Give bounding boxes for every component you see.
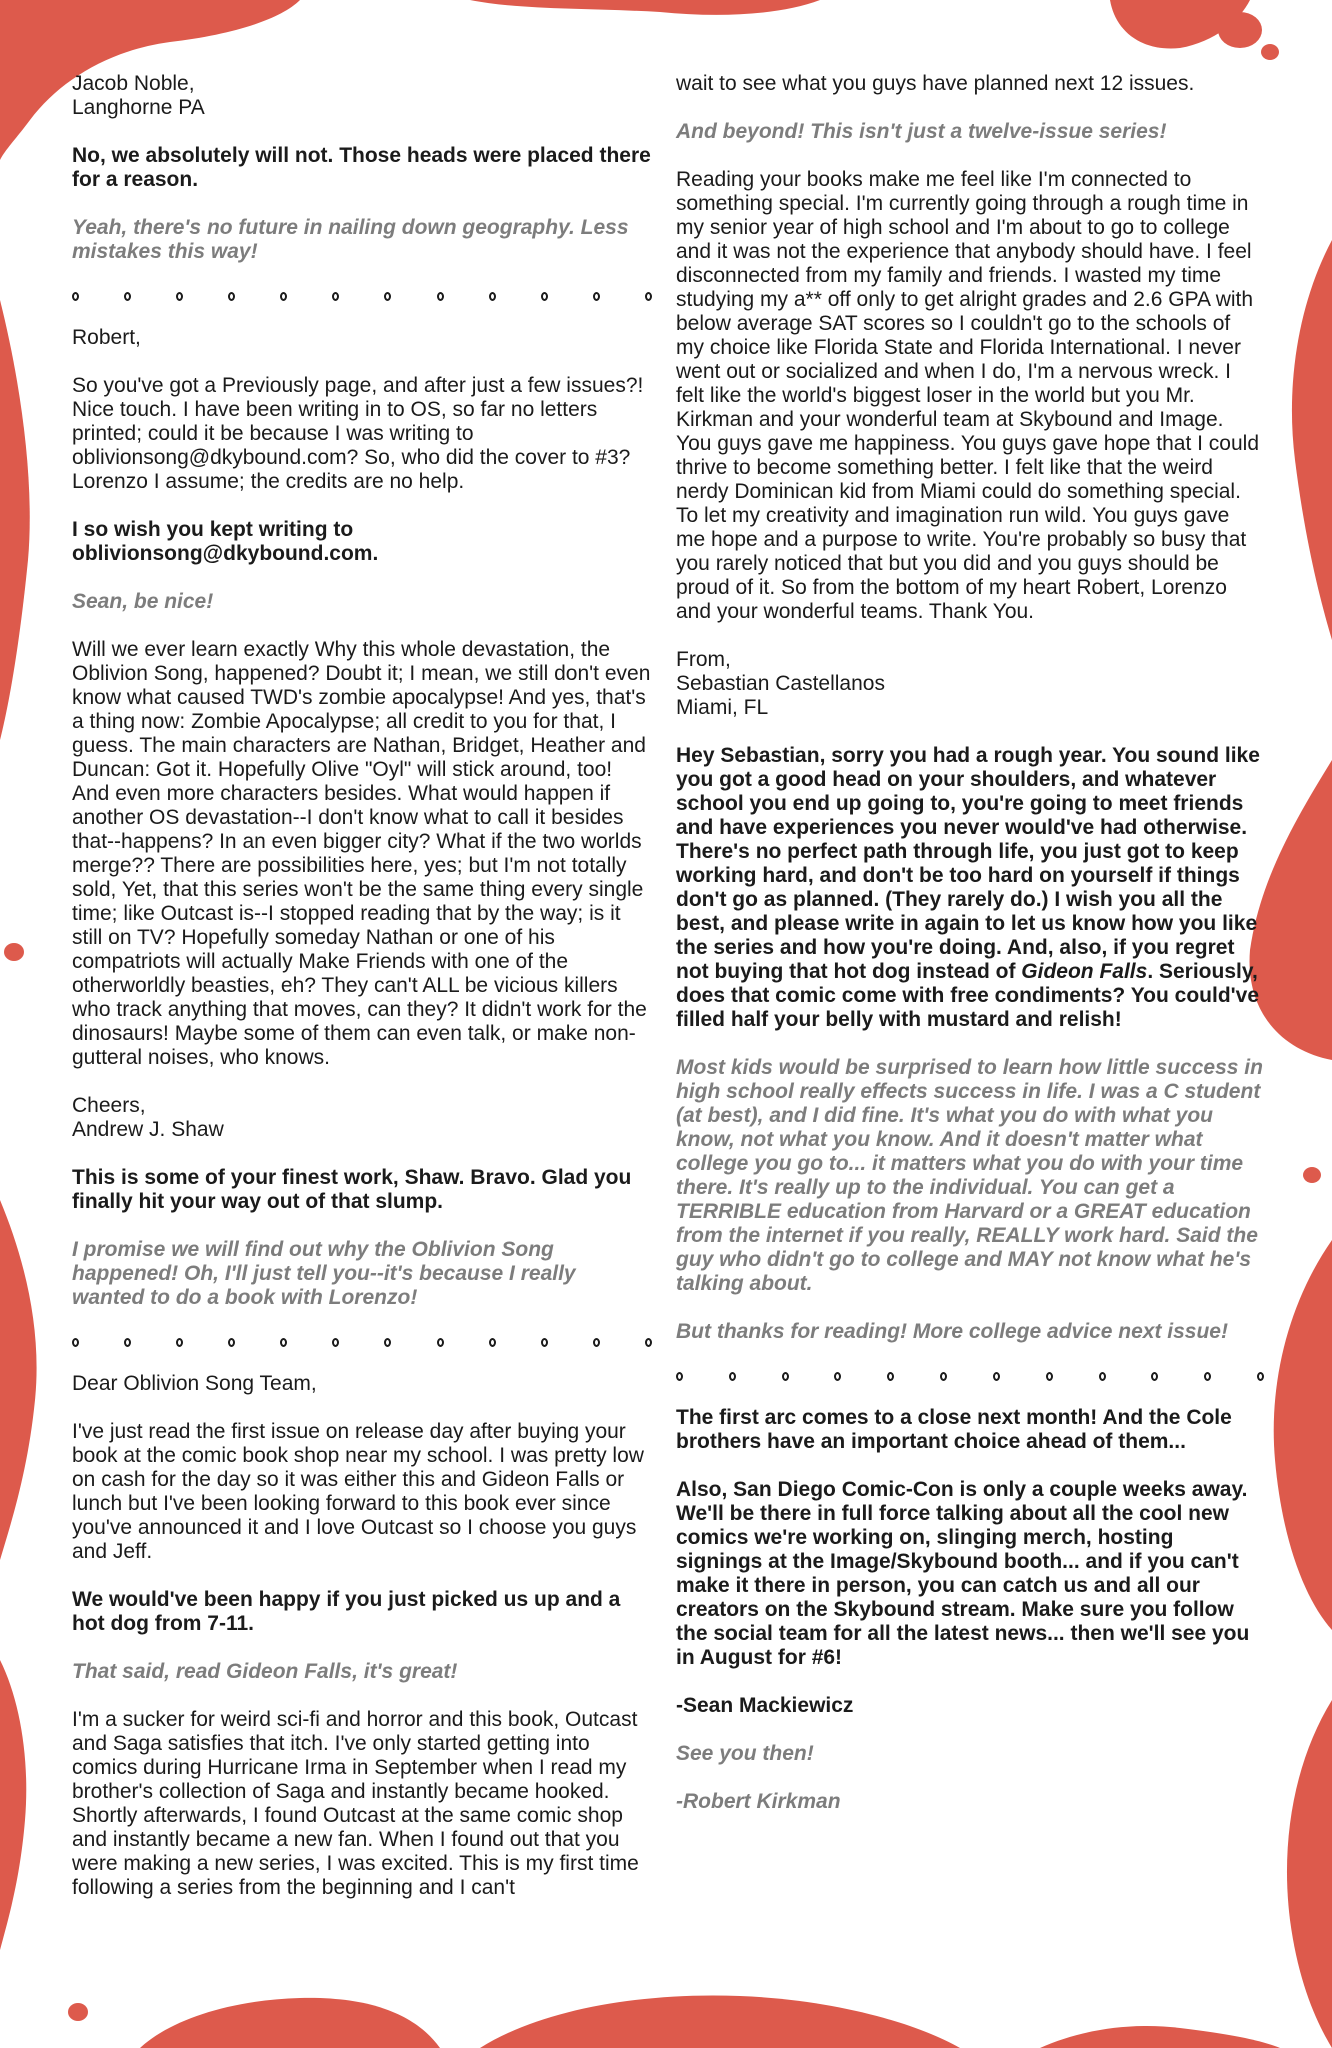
editor-reply: No, we absolutely will not. Those heads were placed there for a reason. [72,144,651,191]
section-divider [72,288,652,304]
blob-left-upper [0,300,30,740]
letter-paragraph: Reading your books make me feel like I'm connected to something special. I'm currently going through a rough time in my senior year of high school and I'm about to go to college and it was not the experience that anybody should have. I feel disconnected from my family and friends. I wasted my time studying my a** off only to get alright grades and 2.6 GPA with below average SAT scores so I couldn't go to the schools of my choice like Florida State and Florida International. I never went out or socialized and when I do, I'm a nervous wreck. I felt like the world's biggest loser in the world but you Mr. Kirkman and your wonderful team at Skybound and Image. You guys gave me happiness. You guys gave hope that I could thrive to become something better. I felt like that the weird nerdy Dominican kid from Miami could do something special. To let my creativity and imagination run wild. You guys gave me hope and a purpose to write. You're probably so busy that you rarely noticed that but you did and you guys should be proud of it. So from the bottom of my heart Robert, Lorenzo and your wonderful teams. Thank You. [676,168,1259,623]
editor-announcement: Also, San Diego Comic-Con is only a couple weeks away. We'll be there in full force talking about all the cool new comics we're working on, slinging merch, hosting signings at the Image/Skybound booth... and if you can't make it there in person, you can catch us and all our creators on the Skybound stream. Make sure you follow the social team for all the latest news... then we'll see you in August for #6! [676,1478,1250,1669]
blob-bottom-right [1040,2026,1280,2048]
blob-bottom-center [480,1995,960,2048]
blob-top-center [470,0,820,15]
letter-salutation: Dear Oblivion Song Team, [72,1372,317,1395]
blob-left-lower [0,1660,26,1950]
writer-reply: That said, read Gideon Falls, it's great! [72,1660,458,1683]
writer-reply: Yeah, there's no future in nailing down geography. Less mistakes this way! [72,216,629,263]
letter-paragraph: I'm a sucker for weird sci-fi and horror and this book, Outcast and Saga satisfies that itch. I've only started getting into comics during Hurricane Irma in September when I read my brother's collection of Saga and instantly became hooked. Shortly afterwards, I found Outcast at the same comic shop and instantly became a new fan. When I found out that you were making a new series, I was excited. This is my first time following a series from the beginning and I can't [72,1708,639,1899]
writer-reply: But thanks for reading! More college advice next issue! [676,1320,1228,1343]
blob-right-bottom [1287,1700,1332,2048]
letter-salutation: Robert, [72,326,141,349]
editor-reply [676,744,1264,1032]
writer-signature: -Robert Kirkman [676,1790,841,1813]
editor-reply: I so wish you kept writing to oblivionsong@dkybound.com. [72,518,379,565]
editor-announcement: The first arc comes to a close next month! And the Cole brothers have an important choice ahead of them... [676,1406,1232,1453]
blob-bottom-left [140,1998,440,2048]
letter-signature: Jacob Noble, Langhorne PA [72,72,205,119]
editor-reply-part: Hey Sebastian, sorry you had a rough year. You sound like you got a good head on your shoulders, and whatever school you end up going to, you're going to meet friends and have experiences you never would've had otherwise. There's no perfect path through life, you just got to keep working hard, and don't be too hard on yourself if things don't go as planned. (They rarely do.) I wish you all the best, and please write in again to let us know how you like the series and how you're doing. And, also, if you regret not buying that hot dog instead of [676,744,1260,983]
writer-reply: I promise we will find out why the Oblivion Song happened! Oh, I'll just tell you--it's because I really wanted to do a book with Lorenzo! [72,1238,576,1309]
blob-right-upper [1292,240,1332,640]
letter-paragraph: Will we ever learn exactly Why this whole devastation, the Oblivion Song, happened? Doubt it; I mean, we still don't even know what caused TWD's zombie apocalypse! And yes, that's a thing now: Zombie Apocalypse; all credit to you for that, I guess. The main characters are Nathan, Bridget, Heather and Duncan: Got it. Hopefully Olive "Oyl" will stick around, too! And even more characters besides. What would happen if another OS devastation--I don't know what to call it besides that--happens? In an even bigger city? What if the two worlds merge?? There are possibilities here, yes; but I'm not totally sold, Yet, that this series won't be the same thing every single time; like Outcast is--I stopped reading that by the way; is it still on TV? Hopefully someday Nathan or one of his compatriots will actually Make Friends with one of the otherworldly beasties, eh? They can't ALL be vicious killers who track anything that moves, can they? It didn't work for the dinosaurs! Maybe some of them can even talk, or make non-gutteral noises, who knows. [72,638,651,1069]
section-divider [676,1368,1264,1384]
letter-signature: Cheers, Andrew J. Shaw [72,1094,224,1141]
editor-signoff: -Sean Mackiewicz [676,1694,854,1717]
section-divider [72,1334,652,1350]
letter-signature: From, Sebastian Castellanos Miami, FL [676,648,885,719]
writer-reply: Sean, be nice! [72,590,214,613]
editor-reply: We would've been happy if you just picked us up and a hot dog from 7-11. [72,1588,621,1635]
editor-reply: This is some of your finest work, Shaw. Bravo. Glad you finally hit your way out of that slump. [72,1166,632,1213]
writer-reply: Most kids would be surprised to learn how little success in high school really effects success in life. I was a C student (at best), and I did fine. It's what you do with what you know, not what you know. And it doesn't matter what college you go to... it matters what you do with your time there. It's really up to the individual. You can get a TERRIBLE education from Harvard or a GREAT education from the internet if you really, REALLY work hard. Said the guy who didn't go to college and MAY not know what he's talking about. [676,1056,1263,1295]
letters-column-right [676,72,1264,1838]
letter-paragraph: So you've got a Previously page, and after just a few issues?! Nice touch. I have been writing in to OS, so far no letters printed; could it be because I was writing to oblivionsong@dkybound.com? So, who did the cover to #3? Lorenzo I assume; the credits are no help. [72,374,644,493]
letters-column-left [72,72,652,1924]
comic-title-gideon-falls: Gideon Falls [1021,960,1148,983]
editor-reply-part: . Seriously, does that comic come with free condiments? You could've filled half your belly with mustard and relish! [676,960,1259,1031]
letter-paragraph-continued: wait to see what you guys have planned next 12 issues. [676,72,1195,95]
writer-signoff: See you then! [676,1742,814,1765]
letter-paragraph: I've just read the first issue on release day after buying your book at the comic book shop near my school. I was pretty low on cash for the day so it was either this and Gideon Falls or lunch but I've been looking forward to this book ever since you've announced it and I love Outcast so I choose you guys and Jeff. [72,1420,644,1563]
blob-right-lower [1274,1240,1332,1630]
blob-left-middle [0,1200,37,1560]
writer-reply: And beyond! This isn't just a twelve-issue series! [676,120,1167,143]
